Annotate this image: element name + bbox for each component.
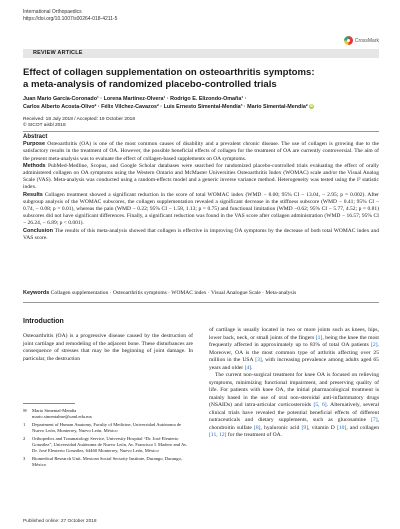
divider	[23, 131, 379, 132]
intro-paragraph: Osteoarthritis (OA) is a progressive disease caused by the destruction of joint cartilage and remodeling of the adjacent bone. These disturbances are consequence of stresses that may be the beginning of joint damage. In particular, the destruction	[23, 333, 193, 362]
citation[interactable]: [2]	[371, 342, 378, 348]
affiliation-text: Orthopedics and Traumatology Service, University Hospital “Dr. José Eleuterio González”, Universidad Autónoma de Nuevo León, Av. Francisco I. Madero and Av. Dr. José Eleuterio González, 64460 Monterrey, Nuevo León, México	[32, 436, 188, 453]
authors-line-2	[23, 104, 379, 112]
methods-label: Methods	[23, 162, 46, 169]
article-title	[23, 67, 379, 90]
page	[23, 9, 379, 524]
abstract-heading: Abstract	[23, 134, 48, 140]
footnote-divider	[23, 403, 75, 404]
citation[interactable]: [4]	[244, 364, 252, 371]
citation[interactable]: [3]	[255, 357, 262, 363]
left-column	[23, 308, 193, 470]
affiliation-mark: 3	[23, 456, 26, 462]
text: . Moreover, OA is the most common type of arthritis affecting over 25 million in the USA	[209, 342, 379, 363]
corresponding-email[interactable]: mario.simentalme@uanl.edu.mx	[32, 413, 92, 419]
title-line-2: a meta-analysis of randomized placebo-controlled trials	[23, 78, 277, 90]
citation[interactable]: [9]	[301, 424, 309, 431]
authors-line-2-text: Carlos Alberto Acosta-Olivo² · Félix Vilchez-Cavazos² · Luis Ernesto Simental-Mendía³ · Mario Simental-Mendía²	[23, 103, 308, 110]
orcid-icon[interactable]: iD	[309, 103, 314, 108]
crossmark-badge[interactable]	[344, 36, 379, 45]
affiliation-mark: 2	[23, 436, 26, 442]
results-label: Results	[23, 191, 43, 198]
results-text: Collagen treatment showed a significant reduction in the score of total WOMAC index (WMD − 8.00; 95% CI − 13.04, − 2.95; p = 0.002). After subgroup analysis of the WOMAC subscores, the collagen supplementation revealed a significant decrease in the stiffness subscore (WMD − 0.41; 95% CI − 0.74, − 0.08; p = 0.01), whereas the pain (WMD − 0.22; 95% CI − 1.58, 1.13; p = 0.75) and functional limitation (WMD −0.62; 95% CI − 5.77, 4.52; p = 0.81) subscores did not have significant differences. Finally, a significant reduction was found in the VAS score after collagen administration (WMD − 16.57; 95% CI − 26.24, − 6.89; p < 0.001).	[23, 191, 379, 227]
citation[interactable]: [8]	[253, 424, 261, 431]
corresponding-author	[23, 408, 193, 419]
right-column	[209, 327, 379, 440]
text: , and collagen	[346, 424, 379, 431]
keywords	[23, 290, 379, 297]
affiliation-mark: 1	[23, 422, 26, 428]
article-type: REVIEW ARTICLE	[33, 50, 83, 56]
envelope-icon: ✉	[23, 408, 27, 413]
affiliation-text: Department of Human Anatomy, Faculty of Medicine, Universidad Autónoma de Nuevo León, Monterrey, Nuevo León, México	[32, 422, 182, 433]
abstract-conclusion	[23, 228, 379, 242]
abstract-methods	[23, 163, 379, 192]
right-paragraph-1	[209, 327, 379, 372]
conclusion-label: Conclusion	[23, 227, 53, 234]
citation[interactable]: [5, 6]	[313, 402, 327, 408]
author-list	[23, 96, 379, 111]
purpose-label: Purpose	[23, 141, 46, 148]
keywords-list: Collagen supplementation · Osteoarthritis symptoms · WOMAC index · Visual Analogue Scale · Meta-analysis	[50, 290, 297, 296]
authors-line-1: Juan Mario García-Coronado¹ · Lorena Martínez-Olvera¹ · Rodrigo E. Elizondo-Omaña¹ ·	[23, 96, 247, 102]
text: , chondroitin sulfate	[209, 417, 379, 431]
abstract-purpose	[23, 141, 379, 163]
introduction-heading: Introduction	[23, 318, 64, 325]
doi-link[interactable]: https://doi.org/10.1007/s00264-018-4211-5	[23, 15, 118, 22]
crossmark-icon	[344, 36, 353, 45]
text: The current non-surgical treatment for knee OA is focused on relieving symptoms, minimizing functional impairment, and preserving quality of life. For patients with knee OA, the initial pharmacological treatment is mainly based in the use of oral non-steroidal anti-inflammatory drugs (NSAIDs) and intra-articular corticosteroids	[209, 372, 379, 408]
abstract-results	[23, 192, 379, 228]
title-line-1: Effect of collagen supplementation on osteoarthritis symptoms:	[23, 67, 315, 78]
text: .	[251, 364, 253, 371]
affiliation-3	[23, 456, 193, 467]
footnotes	[23, 403, 193, 467]
citation[interactable]: [11, 12]	[209, 432, 227, 438]
text: of cartilage is usually located in two or more joints such as knees, hips, lower back, neck, or small joints of the fingers	[209, 327, 379, 341]
crossmark-label: CrossMark	[354, 37, 379, 44]
text: . Alternatively, several clinical trials have revealed the potential beneficial effects of different nutraceuticals and dietary supplements, such as glucosamine	[209, 402, 379, 423]
received-accepted: Received: 18 July 2018 / Accepted: 19 October 2018	[23, 117, 136, 122]
copyright: © SICOT aisbl 2018	[23, 123, 66, 128]
right-paragraph-2	[209, 372, 379, 440]
divider	[23, 302, 379, 303]
text: , hyaluronic acid	[260, 424, 302, 431]
article-type-bar	[23, 49, 379, 58]
citation[interactable]: [7]	[371, 417, 378, 423]
keywords-label: Keywords	[23, 290, 50, 296]
affiliation-text: Biomedical Research Unit, Mexican Social Security Institute, Durango, Durango, México	[32, 456, 183, 467]
text: for the treatment of OA.	[226, 432, 283, 438]
affiliation-2	[23, 436, 193, 453]
article-dates	[23, 117, 379, 129]
citation[interactable]: [1]	[315, 334, 323, 341]
corresponding-name: Mario Simental-Mendía	[32, 408, 77, 413]
journal-name: International Orthopaedics	[23, 9, 82, 15]
citation[interactable]: [10]	[336, 424, 347, 431]
text: , being the knee the most frequently affected in approximately up to 83% of total OA patients	[209, 334, 379, 348]
methods-text: PubMed-Medline, Scopus, and Google Scholar databases were searched for randomized placebo-controlled trials evaluating the effect of orally administered collagen on OA symptoms using the Western Ontario and McMaster Universities Osteoarthritis Index (WOMAC) scale and/or the Visual Analog Scale (VAS). Meta-analysis was conducted using a random-effects model and a generic inverse variance method. Heterogeneity was tested using the I² statistic index.	[23, 162, 379, 191]
abstract	[23, 134, 379, 242]
conclusion-text: The results of this meta-analysis showed that collagen is effective in improving OA symptoms by the decrease of both total WOMAC index and VAS score.	[23, 227, 379, 241]
text: , with increasing prevalence among adults aged 65 years and older	[209, 357, 379, 371]
purpose-text: Osteoarthritis (OA) is one of the most common causes of disability and a prevalent chronic disease. The use of collagen is growing due to the satisfactory results in the treatment of OA. However, the possible beneficial effects of collagen for the treatment of OA are currently controversial. The aim of the present meta-analysis was to evaluate the effect of collagen-based supplements on OA symptoms.	[23, 141, 379, 162]
published-online: Published online: 27 October 2018	[23, 519, 97, 524]
text: , vitamin D	[308, 424, 337, 431]
affiliation-1	[23, 422, 193, 433]
